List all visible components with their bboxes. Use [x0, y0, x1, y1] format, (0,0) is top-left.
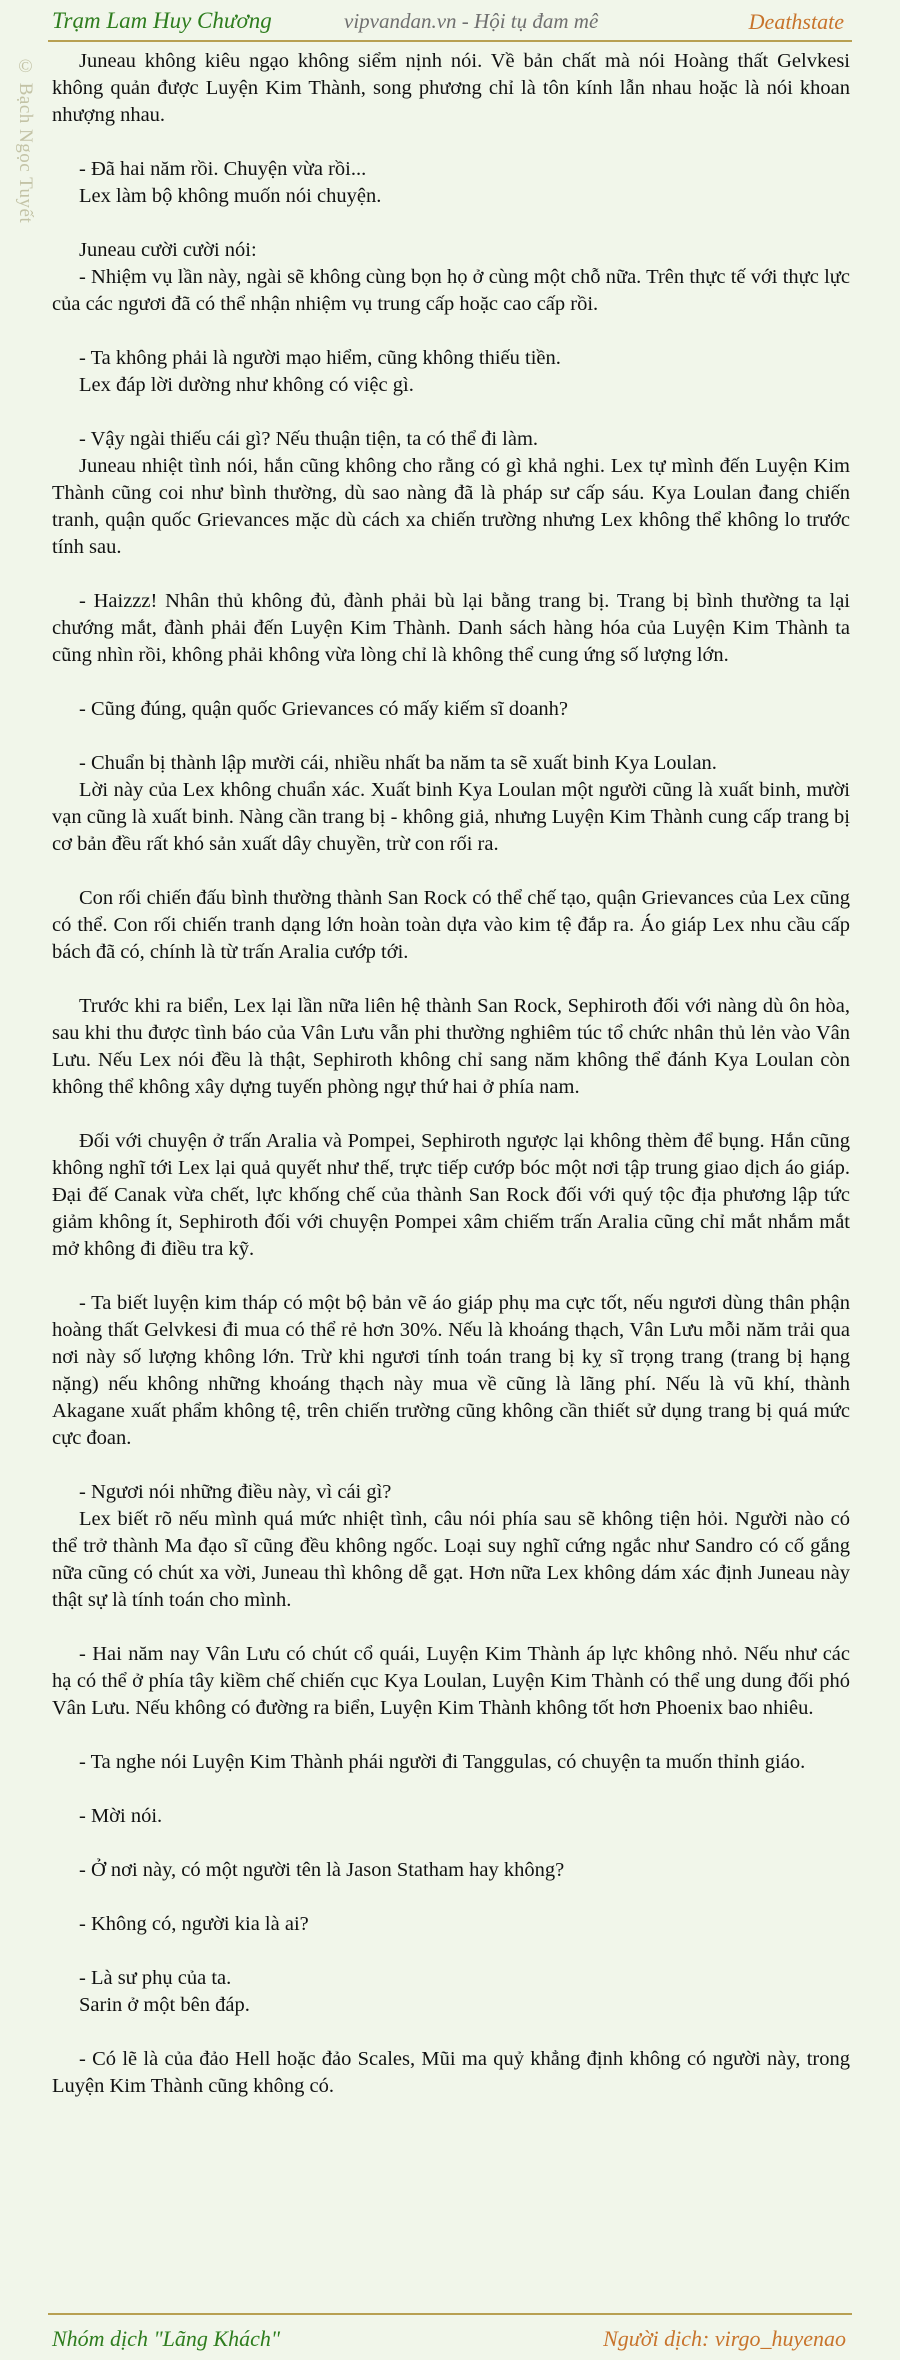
- book-title: Trạm Lam Huy Chương: [52, 8, 272, 33]
- paragraph-block: [52, 1128, 850, 1263]
- paragraph-block: [52, 1290, 850, 1452]
- paragraph-line: Lex làm bộ không muốn nói chuyện.: [79, 185, 382, 207]
- paragraph-line: - Đã hai năm rồi. Chuyện vừa rồi...: [79, 158, 367, 180]
- paragraph-line: Trước khi ra biển, Lex lại lần nữa liên hệ thành San Rock, Sephiroth đối với nàng dù ôn hòa, sau khi thu được tình báo của Vân Lưu vẫn phi thường nghiêm túc tổ chức nhân thủ lẻn vào Vân Lưu. Nếu Lex nói đều là thật, Sephiroth không chỉ sang năm không thể đánh Kya Loulan còn không thể không xây dựng tuyến phòng ngự thứ hai ở phía nam.: [52, 995, 850, 1098]
- footer-divider: [48, 2313, 852, 2315]
- paragraph-line: - Là sư phụ của ta.: [79, 1967, 232, 1989]
- paragraph-line: Lex đáp lời dường như không có việc gì.: [79, 374, 414, 396]
- paragraph-line: - Ta biết luyện kim tháp có một bộ bản vẽ áo giáp phụ ma cực tốt, nếu ngươi dùng thân phận hoàng thất Gelvkesi đi mua có thể rẻ hơn 30%. Nếu là khoáng thạch, Vân Lưu mỗi năm trải qua nơi này số lượng không lớn. Trừ khi ngươi tính toán trang bị kỵ sĩ trọng trang (trang bị hạng nặng) nếu không những khoáng thạch này mua về cũng là lãng phí. Nếu là vũ khí, thành Akagane xuất phẩm không tệ, trên chiến trường cũng không cần thiết sử dụng trang bị quá mức cực đoan.: [52, 1292, 850, 1449]
- translation-group: Nhóm dịch "Lãng Khách": [52, 2326, 281, 2351]
- paragraph-block: [52, 588, 850, 669]
- paragraph-line: - Nhiệm vụ lần này, ngài sẽ không cùng bọn họ ở cùng một chỗ nữa. Trên thực tế với thực lực của các ngươi đã có thể nhận nhiệm vụ trung cấp hoặc cao cấp rồi.: [52, 266, 850, 315]
- paragraph-line: - Chuẩn bị thành lập mười cái, nhiều nhất ba năm ta sẽ xuất binh Kya Loulan.: [79, 752, 717, 774]
- paragraph-block: [52, 885, 850, 966]
- paragraph-block: [52, 1911, 850, 1938]
- paragraph-line: Sarin ở một bên đáp.: [79, 1994, 250, 2016]
- paragraph-block: [52, 1641, 850, 1722]
- paragraph-block: [52, 1803, 850, 1830]
- paragraph-line: - Không có, người kia là ai?: [79, 1913, 309, 1935]
- page-footer: [0, 2318, 900, 2360]
- paragraph-line: - Vậy ngài thiếu cái gì? Nếu thuận tiện, ta có thể đi làm.: [79, 428, 539, 450]
- paragraph-line: Lời này của Lex không chuẩn xác. Xuất binh Kya Loulan một người cũng là xuất binh, mười vạn cũng là xuất binh. Nàng cần trang bị - không giả, nhưng Luyện Kim Thành cung cấp trang bị cơ bản đều rất khó sản xuất dây chuyền, trừ con rối ra.: [52, 779, 850, 855]
- paragraph-block: [52, 993, 850, 1101]
- paragraph-block: [52, 2046, 850, 2100]
- chapter-body: [52, 48, 850, 2310]
- paragraph-line: - Có lẽ là của đảo Hell hoặc đảo Scales, Mũi ma quỷ khẳng định không có người này, trong Luyện Kim Thành cũng không có.: [52, 2048, 850, 2097]
- paragraph-line: Con rối chiến đấu bình thường thành San Rock có thể chế tạo, quận Grievances của Lex cũng có thể. Con rối chiến tranh dạng lớn hoàn toàn dựa vào kim tệ đắp ra. Áo giáp Lex nhu cầu cấp bách đã có, chính là từ trấn Aralia cướp tới.: [52, 887, 850, 963]
- translator-credit: Người dịch: virgo_huyenao: [603, 2326, 846, 2351]
- paragraph-block: [52, 426, 850, 561]
- paragraph-line: Lex biết rõ nếu mình quá mức nhiệt tình, câu nói phía sau sẽ không tiện hỏi. Người nào có thể trở thành Ma đạo sĩ cũng đều không ngốc. Loại suy nghĩ cứng ngắc như Sandro có cố gắng nữa cũng có chút xa vời, Juneau thì không dễ gạt. Hơn nữa Lex không dám xác định Juneau này thật sự là tính toán cho mình.: [52, 1508, 850, 1611]
- paragraph-line: Đối với chuyện ở trấn Aralia và Pompei, Sephiroth ngược lại không thèm để bụng. Hắn cũng không nghĩ tới Lex lại quả quyết như thế, trực tiếp cướp bóc một nơi tập trung giao dịch áo giáp. Đại đế Canak vừa chết, lực khống chế của thành San Rock đối với quý tộc địa phương lập tức giảm không ít, Sephiroth đối với chuyện Pompei xâm chiếm trấn Aralia cũng chỉ mắt nhắm mắt mở không đi điều tra kỹ.: [52, 1130, 850, 1260]
- author-name: Deathstate: [748, 9, 844, 34]
- paragraph-block: [52, 696, 850, 723]
- paragraph-line: - Ngươi nói những điều này, vì cái gì?: [79, 1481, 392, 1503]
- paragraph-line: - Ta không phải là người mạo hiểm, cũng không thiếu tiền.: [79, 347, 561, 369]
- paragraph-block: [52, 1749, 850, 1776]
- paragraph-block: [52, 1857, 850, 1884]
- paragraph-line: Juneau nhiệt tình nói, hắn cũng không cho rằng có gì khả nghi. Lex tự mình đến Luyện Kim Thành cũng coi như bình thường, dù sao nàng đã là pháp sư cấp sáu. Kya Loulan đang chiến tranh, quận quốc Grievances mặc dù cách xa chiến trường nhưng Lex không thể không lo trước tính sau.: [52, 455, 850, 558]
- paragraph-line: - Hai năm nay Vân Lưu có chút cổ quái, Luyện Kim Thành áp lực không nhỏ. Nếu như các hạ có thể ở phía tây kiềm chế chiến cục Kya Loulan, Luyện Kim Thành có thể ung dung đối phó Vân Lưu. Nếu không có đường ra biển, Luyện Kim Thành không tốt hơn Phoenix bao nhiêu.: [52, 1643, 850, 1719]
- paragraph-line: - Mời nói.: [79, 1805, 163, 1827]
- copyright-watermark: © Bạch Ngọc Tuyết: [15, 56, 36, 224]
- paragraph-line: - Ở nơi này, có một người tên là Jason Statham hay không?: [79, 1859, 565, 1881]
- paragraph-line: - Ta nghe nói Luyện Kim Thành phái người đi Tanggulas, có chuyện ta muốn thỉnh giáo.: [79, 1751, 806, 1773]
- paragraph-block: [52, 1965, 850, 2019]
- site-name: vipvandan.vn - Hội tụ đam mê: [344, 9, 599, 33]
- paragraph-block: [52, 345, 850, 399]
- paragraph-block: [52, 156, 850, 210]
- paragraph-line: - Cũng đúng, quận quốc Grievances có mấy kiếm sĩ doanh?: [79, 698, 569, 720]
- paragraph-block: [52, 750, 850, 858]
- header-divider: [48, 40, 852, 42]
- paragraph-block: [52, 48, 850, 129]
- paragraph-line: Juneau cười cười nói:: [79, 239, 257, 261]
- paragraph-block: [52, 237, 850, 318]
- paragraph-block: [52, 1479, 850, 1614]
- paragraph-line: - Haizzz! Nhân thủ không đủ, đành phải bù lại bằng trang bị. Trang bị bình thường ta lại chướng mắt, đành phải đến Luyện Kim Thành. Danh sách hàng hóa của Luyện Kim Thành ta cũng nhìn rồi, không phải không vừa lòng chỉ là không thể cung ứng số lượng lớn.: [52, 590, 850, 666]
- paragraph-line: Juneau không kiêu ngạo không siểm nịnh nói. Về bản chất mà nói Hoàng thất Gelvkesi không quản được Luyện Kim Thành, song phương chỉ là tôn kính lẫn nhau hoặc là nói khoan nhượng nhau.: [52, 50, 850, 126]
